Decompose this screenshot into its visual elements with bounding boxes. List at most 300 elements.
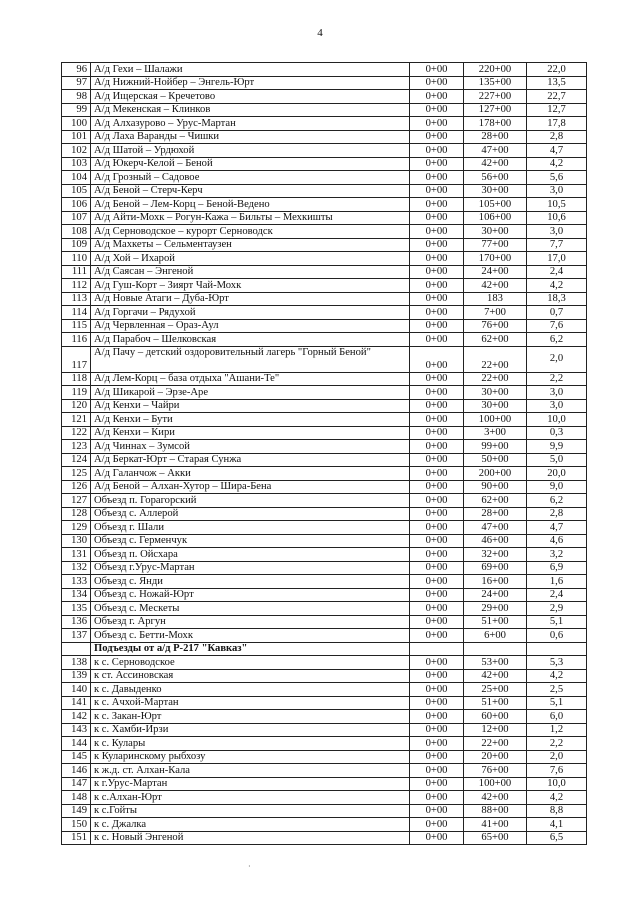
road-name: Объезд с. Ножай-Юрт xyxy=(91,588,410,602)
end-km: 62+00 xyxy=(464,494,527,508)
road-length: 9,9 xyxy=(527,440,587,454)
road-name: А/д Айти-Мохк – Рогун-Кажа – Бильты – Мехкишты xyxy=(91,211,410,225)
road-length: 13,5 xyxy=(527,76,587,90)
start-km: 0+00 xyxy=(410,804,464,818)
end-km: 24+00 xyxy=(464,265,527,279)
road-length: 4,6 xyxy=(527,534,587,548)
road-length: 10,0 xyxy=(527,413,587,427)
table-row xyxy=(62,319,587,333)
row-number: 137 xyxy=(62,629,91,643)
end-km: 65+00 xyxy=(464,831,527,845)
start-km: 0+00 xyxy=(410,494,464,508)
table-row xyxy=(62,63,587,77)
start-km: 0+00 xyxy=(410,629,464,643)
start-km: 0+00 xyxy=(410,453,464,467)
road-length: 0,3 xyxy=(527,426,587,440)
road-name: к Куларинскому рыбхозу xyxy=(91,750,410,764)
start-km: 0+00 xyxy=(410,319,464,333)
end-km: 76+00 xyxy=(464,764,527,778)
road-name: А/д Беркат-Юрт – Старая Сунжа xyxy=(91,453,410,467)
row-number: 135 xyxy=(62,602,91,616)
table-row xyxy=(62,467,587,481)
road-length: 5,1 xyxy=(527,615,587,629)
start-km: 0+00 xyxy=(410,602,464,616)
table-row xyxy=(62,90,587,104)
start-km: 0+00 xyxy=(410,386,464,400)
row-number: 130 xyxy=(62,534,91,548)
road-name: А/д Пачу – детский оздоровительный лагерь "Горный Беной" xyxy=(91,346,410,372)
start-km: 0+00 xyxy=(410,750,464,764)
road-length: 3,2 xyxy=(527,548,587,562)
start-km: 0+00 xyxy=(410,279,464,293)
table-row xyxy=(62,306,587,320)
row-number: 115 xyxy=(62,319,91,333)
table-row xyxy=(62,130,587,144)
road-name: А/д Лаха Варанды – Чишки xyxy=(91,130,410,144)
start-km: 0+00 xyxy=(410,90,464,104)
road-name: А/д Гуш-Корт – Зиярт Чай-Мохк xyxy=(91,279,410,293)
start-km: 0+00 xyxy=(410,723,464,737)
road-length: 1,2 xyxy=(527,723,587,737)
row-number: 144 xyxy=(62,737,91,751)
end-km: 76+00 xyxy=(464,319,527,333)
table-row xyxy=(62,144,587,158)
start-km: 0+00 xyxy=(410,292,464,306)
road-length: 4,2 xyxy=(527,669,587,683)
row-number: 109 xyxy=(62,238,91,252)
row-number: 151 xyxy=(62,831,91,845)
table-row xyxy=(62,683,587,697)
end-km: 30+00 xyxy=(464,386,527,400)
road-length: 6,9 xyxy=(527,561,587,575)
road-length: 3,0 xyxy=(527,399,587,413)
row-number: 121 xyxy=(62,413,91,427)
road-name: А/д Юкерч-Келой – Беной xyxy=(91,157,410,171)
row-number: 150 xyxy=(62,818,91,832)
row-number: 97 xyxy=(62,76,91,90)
table-row xyxy=(62,791,587,805)
table-row xyxy=(62,615,587,629)
row-number xyxy=(62,642,91,656)
row-number: 114 xyxy=(62,306,91,320)
row-number: 122 xyxy=(62,426,91,440)
row-number: 106 xyxy=(62,198,91,212)
end-km: 51+00 xyxy=(464,615,527,629)
start-km: 0+00 xyxy=(410,521,464,535)
start-km: 0+00 xyxy=(410,440,464,454)
road-length: 17,0 xyxy=(527,252,587,266)
road-length: 3,0 xyxy=(527,225,587,239)
table-row xyxy=(62,494,587,508)
row-number: 105 xyxy=(62,184,91,198)
road-length: 2,4 xyxy=(527,588,587,602)
road-length: 7,6 xyxy=(527,319,587,333)
road-length: 2,8 xyxy=(527,507,587,521)
table-row xyxy=(62,588,587,602)
row-number: 134 xyxy=(62,588,91,602)
road-name: Объезд п. Горагорский xyxy=(91,494,410,508)
road-length: 5,1 xyxy=(527,696,587,710)
end-km: 88+00 xyxy=(464,804,527,818)
end-km: 90+00 xyxy=(464,480,527,494)
end-km: 42+00 xyxy=(464,669,527,683)
end-km: 46+00 xyxy=(464,534,527,548)
road-length: 4,7 xyxy=(527,521,587,535)
table-row xyxy=(62,818,587,832)
road-length: 2,0 xyxy=(527,346,587,372)
table-row xyxy=(62,76,587,90)
start-km: 0+00 xyxy=(410,144,464,158)
table-row xyxy=(62,737,587,751)
table-row xyxy=(62,426,587,440)
start-km: 0+00 xyxy=(410,831,464,845)
road-length: 4,2 xyxy=(527,791,587,805)
start-km: 0+00 xyxy=(410,198,464,212)
row-number: 139 xyxy=(62,669,91,683)
road-name: к с.Алхан-Юрт xyxy=(91,791,410,805)
table-row xyxy=(62,238,587,252)
end-km: 22+00 xyxy=(464,346,527,372)
table-row xyxy=(62,440,587,454)
start-km: 0+00 xyxy=(410,818,464,832)
row-number: 111 xyxy=(62,265,91,279)
road-length: 4,2 xyxy=(527,157,587,171)
table-row xyxy=(62,157,587,171)
end-km: 183 xyxy=(464,292,527,306)
table-row xyxy=(62,534,587,548)
start-km: 0+00 xyxy=(410,480,464,494)
row-number: 117 xyxy=(62,346,91,372)
road-length: 3,0 xyxy=(527,184,587,198)
start-km: 0+00 xyxy=(410,791,464,805)
table-row xyxy=(62,333,587,347)
end-km: 100+00 xyxy=(464,777,527,791)
start-km: 0+00 xyxy=(410,426,464,440)
road-length: 0,7 xyxy=(527,306,587,320)
road-name: к с. Хамби-Ирзи xyxy=(91,723,410,737)
end-km: 41+00 xyxy=(464,818,527,832)
end-km: 16+00 xyxy=(464,575,527,589)
start-km: 0+00 xyxy=(410,346,464,372)
end-km: 28+00 xyxy=(464,130,527,144)
table-row xyxy=(62,764,587,778)
start-km: 0+00 xyxy=(410,130,464,144)
row-number: 107 xyxy=(62,211,91,225)
start-km: 0+00 xyxy=(410,548,464,562)
end-km: 42+00 xyxy=(464,157,527,171)
start-km: 0+00 xyxy=(410,76,464,90)
road-length: 1,6 xyxy=(527,575,587,589)
road-length: 2,8 xyxy=(527,130,587,144)
roads-table-body xyxy=(62,63,587,845)
end-km: 30+00 xyxy=(464,184,527,198)
road-name: А/д Грозный – Садовое xyxy=(91,171,410,185)
end-km: 51+00 xyxy=(464,696,527,710)
end-km: 170+00 xyxy=(464,252,527,266)
end-km: 69+00 xyxy=(464,561,527,575)
road-name: А/д Шикарой – Эрзе-Аре xyxy=(91,386,410,400)
road-length: 5,6 xyxy=(527,171,587,185)
road-length: 4,2 xyxy=(527,279,587,293)
road-name: А/д Лем-Корц – база отдыха "Ашани-Те" xyxy=(91,372,410,386)
start-km: 0+00 xyxy=(410,211,464,225)
road-length: 2,2 xyxy=(527,372,587,386)
start-km: 0+00 xyxy=(410,399,464,413)
table-row xyxy=(62,750,587,764)
row-number: 116 xyxy=(62,333,91,347)
start-km: 0+00 xyxy=(410,683,464,697)
table-row xyxy=(62,399,587,413)
table-row xyxy=(62,575,587,589)
end-km: 47+00 xyxy=(464,521,527,535)
road-name: А/д Махкеты – Сельментаузен xyxy=(91,238,410,252)
table-row xyxy=(62,602,587,616)
road-name: А/д Хой – Ихарой xyxy=(91,252,410,266)
start-km: 0+00 xyxy=(410,171,464,185)
road-length: 6,2 xyxy=(527,333,587,347)
road-name: Объезд п. Ойсхара xyxy=(91,548,410,562)
road-name: к с. Кулары xyxy=(91,737,410,751)
road-name: к с. Давыденко xyxy=(91,683,410,697)
start-km: 0+00 xyxy=(410,534,464,548)
road-name: Объезд г.Урус-Мартан xyxy=(91,561,410,575)
row-number: 99 xyxy=(62,103,91,117)
road-length: 2,9 xyxy=(527,602,587,616)
start-km: 0+00 xyxy=(410,615,464,629)
road-length: 10,5 xyxy=(527,198,587,212)
section-header-row xyxy=(62,642,587,656)
table-row xyxy=(62,521,587,535)
table-row xyxy=(62,696,587,710)
end-km: 127+00 xyxy=(464,103,527,117)
road-length: 5,3 xyxy=(527,656,587,670)
row-number: 119 xyxy=(62,386,91,400)
row-number: 138 xyxy=(62,656,91,670)
end-km: 99+00 xyxy=(464,440,527,454)
start-km: 0+00 xyxy=(410,157,464,171)
page-number: 4 xyxy=(317,27,323,39)
start-km: 0+00 xyxy=(410,184,464,198)
end-km: 28+00 xyxy=(464,507,527,521)
end-km: 25+00 xyxy=(464,683,527,697)
road-length: 5,0 xyxy=(527,453,587,467)
end-km: 20+00 xyxy=(464,750,527,764)
row-number: 126 xyxy=(62,480,91,494)
table-row xyxy=(62,507,587,521)
start-km: 0+00 xyxy=(410,252,464,266)
road-length: 20,0 xyxy=(527,467,587,481)
start-km: 0+00 xyxy=(410,737,464,751)
start-km: 0+00 xyxy=(410,63,464,77)
start-km: 0+00 xyxy=(410,467,464,481)
end-km: 53+00 xyxy=(464,656,527,670)
end-km: 12+00 xyxy=(464,723,527,737)
road-name: к с. Закан-Юрт xyxy=(91,710,410,724)
end-km: 42+00 xyxy=(464,279,527,293)
road-name: А/д Мекенская – Клинков xyxy=(91,103,410,117)
end-km: 200+00 xyxy=(464,467,527,481)
table-row xyxy=(62,386,587,400)
start-km: 0+00 xyxy=(410,561,464,575)
road-name: А/д Серноводское – курорт Серноводск xyxy=(91,225,410,239)
road-name: А/д Горгачи – Рядухой xyxy=(91,306,410,320)
road-name: А/д Шатой – Урдюхой xyxy=(91,144,410,158)
end-km: 42+00 xyxy=(464,791,527,805)
end-km: 30+00 xyxy=(464,225,527,239)
row-number: 147 xyxy=(62,777,91,791)
row-number: 146 xyxy=(62,764,91,778)
row-number: 123 xyxy=(62,440,91,454)
start-km: 0+00 xyxy=(410,413,464,427)
road-name: к г.Урус-Мартан xyxy=(91,777,410,791)
table-row xyxy=(62,279,587,293)
end-km: 106+00 xyxy=(464,211,527,225)
start-km: 0+00 xyxy=(410,372,464,386)
end-km: 100+00 xyxy=(464,413,527,427)
road-length: 7,6 xyxy=(527,764,587,778)
table-row xyxy=(62,117,587,131)
start-km xyxy=(410,642,464,656)
table-row xyxy=(62,225,587,239)
end-km: 22+00 xyxy=(464,372,527,386)
start-km: 0+00 xyxy=(410,656,464,670)
end-km: 227+00 xyxy=(464,90,527,104)
road-name: А/д Беной – Алхан-Хутор – Шира-Бена xyxy=(91,480,410,494)
road-length: 22,0 xyxy=(527,63,587,77)
table-row xyxy=(62,171,587,185)
row-number: 149 xyxy=(62,804,91,818)
road-length: 2,4 xyxy=(527,265,587,279)
row-number: 131 xyxy=(62,548,91,562)
end-km: 22+00 xyxy=(464,737,527,751)
start-km: 0+00 xyxy=(410,117,464,131)
road-length: 2,5 xyxy=(527,683,587,697)
road-length: 12,7 xyxy=(527,103,587,117)
row-number: 113 xyxy=(62,292,91,306)
table-row xyxy=(62,413,587,427)
end-km: 220+00 xyxy=(464,63,527,77)
road-length: 3,0 xyxy=(527,386,587,400)
end-km: 60+00 xyxy=(464,710,527,724)
start-km: 0+00 xyxy=(410,265,464,279)
road-name: А/д Нижний-Нойбер – Энгель-Юрт xyxy=(91,76,410,90)
road-name: А/д Червленная – Ораз-Аул xyxy=(91,319,410,333)
road-length: 10,6 xyxy=(527,211,587,225)
end-km: 105+00 xyxy=(464,198,527,212)
end-km: 32+00 xyxy=(464,548,527,562)
row-number: 102 xyxy=(62,144,91,158)
row-number: 118 xyxy=(62,372,91,386)
road-length: 8,8 xyxy=(527,804,587,818)
road-name: Подъезды от а/д Р-217 "Кавказ" xyxy=(91,642,410,656)
road-name: А/д Чиннах – Зумсой xyxy=(91,440,410,454)
road-name: Объезд с. Бетти-Мохк xyxy=(91,629,410,643)
row-number: 136 xyxy=(62,615,91,629)
row-number: 148 xyxy=(62,791,91,805)
end-km: 24+00 xyxy=(464,588,527,602)
table-row xyxy=(62,265,587,279)
road-name: к с. Новый Энгеной xyxy=(91,831,410,845)
table-row xyxy=(62,548,587,562)
row-number: 108 xyxy=(62,225,91,239)
start-km: 0+00 xyxy=(410,575,464,589)
road-name: А/д Беной – Лем-Корц – Беной-Ведено xyxy=(91,198,410,212)
road-length: 17,8 xyxy=(527,117,587,131)
end-km: 7+00 xyxy=(464,306,527,320)
road-name: А/д Кенхи – Чайри xyxy=(91,399,410,413)
road-length: 4,1 xyxy=(527,818,587,832)
end-km: 62+00 xyxy=(464,333,527,347)
table-row xyxy=(62,777,587,791)
road-length: 7,7 xyxy=(527,238,587,252)
table-row xyxy=(62,804,587,818)
road-name: А/д Кенхи – Бути xyxy=(91,413,410,427)
start-km: 0+00 xyxy=(410,764,464,778)
road-name: А/д Новые Атаги – Дуба-Юрт xyxy=(91,292,410,306)
road-name: Объезд г. Аргун xyxy=(91,615,410,629)
table-row xyxy=(62,831,587,845)
road-name: к с. Ачхой-Мартан xyxy=(91,696,410,710)
road-length: 2,2 xyxy=(527,737,587,751)
row-number: 140 xyxy=(62,683,91,697)
roads-table xyxy=(61,62,587,845)
table-row xyxy=(62,656,587,670)
table-row xyxy=(62,561,587,575)
row-number: 132 xyxy=(62,561,91,575)
table-row xyxy=(62,453,587,467)
end-km: 56+00 xyxy=(464,171,527,185)
start-km: 0+00 xyxy=(410,777,464,791)
end-km: 3+00 xyxy=(464,426,527,440)
row-number: 96 xyxy=(62,63,91,77)
row-number: 104 xyxy=(62,171,91,185)
road-length: 18,3 xyxy=(527,292,587,306)
end-km xyxy=(464,642,527,656)
road-length: 9,0 xyxy=(527,480,587,494)
table-row xyxy=(62,669,587,683)
start-km: 0+00 xyxy=(410,710,464,724)
road-length: 2,0 xyxy=(527,750,587,764)
road-name: А/д Гехи – Шалажи xyxy=(91,63,410,77)
end-km: 50+00 xyxy=(464,453,527,467)
road-length: 22,7 xyxy=(527,90,587,104)
start-km: 0+00 xyxy=(410,507,464,521)
row-number: 127 xyxy=(62,494,91,508)
row-number: 145 xyxy=(62,750,91,764)
road-length xyxy=(527,642,587,656)
end-km: 6+00 xyxy=(464,629,527,643)
row-number: 120 xyxy=(62,399,91,413)
table-row xyxy=(62,710,587,724)
road-name: А/д Саясан – Энгеной xyxy=(91,265,410,279)
road-name: к с.Гойты xyxy=(91,804,410,818)
end-km: 77+00 xyxy=(464,238,527,252)
row-number: 110 xyxy=(62,252,91,266)
road-length: 6,5 xyxy=(527,831,587,845)
road-name: Объезд г. Шали xyxy=(91,521,410,535)
road-name: к с. Джалка xyxy=(91,818,410,832)
road-name: А/д Алхазурово – Урус-Мартан xyxy=(91,117,410,131)
row-number: 125 xyxy=(62,467,91,481)
road-name: А/д Кенхи – Кири xyxy=(91,426,410,440)
table-row xyxy=(62,292,587,306)
row-number: 112 xyxy=(62,279,91,293)
row-number: 141 xyxy=(62,696,91,710)
row-number: 142 xyxy=(62,710,91,724)
footer-mark: · xyxy=(248,862,251,871)
road-length: 6,2 xyxy=(527,494,587,508)
table-row xyxy=(62,198,587,212)
